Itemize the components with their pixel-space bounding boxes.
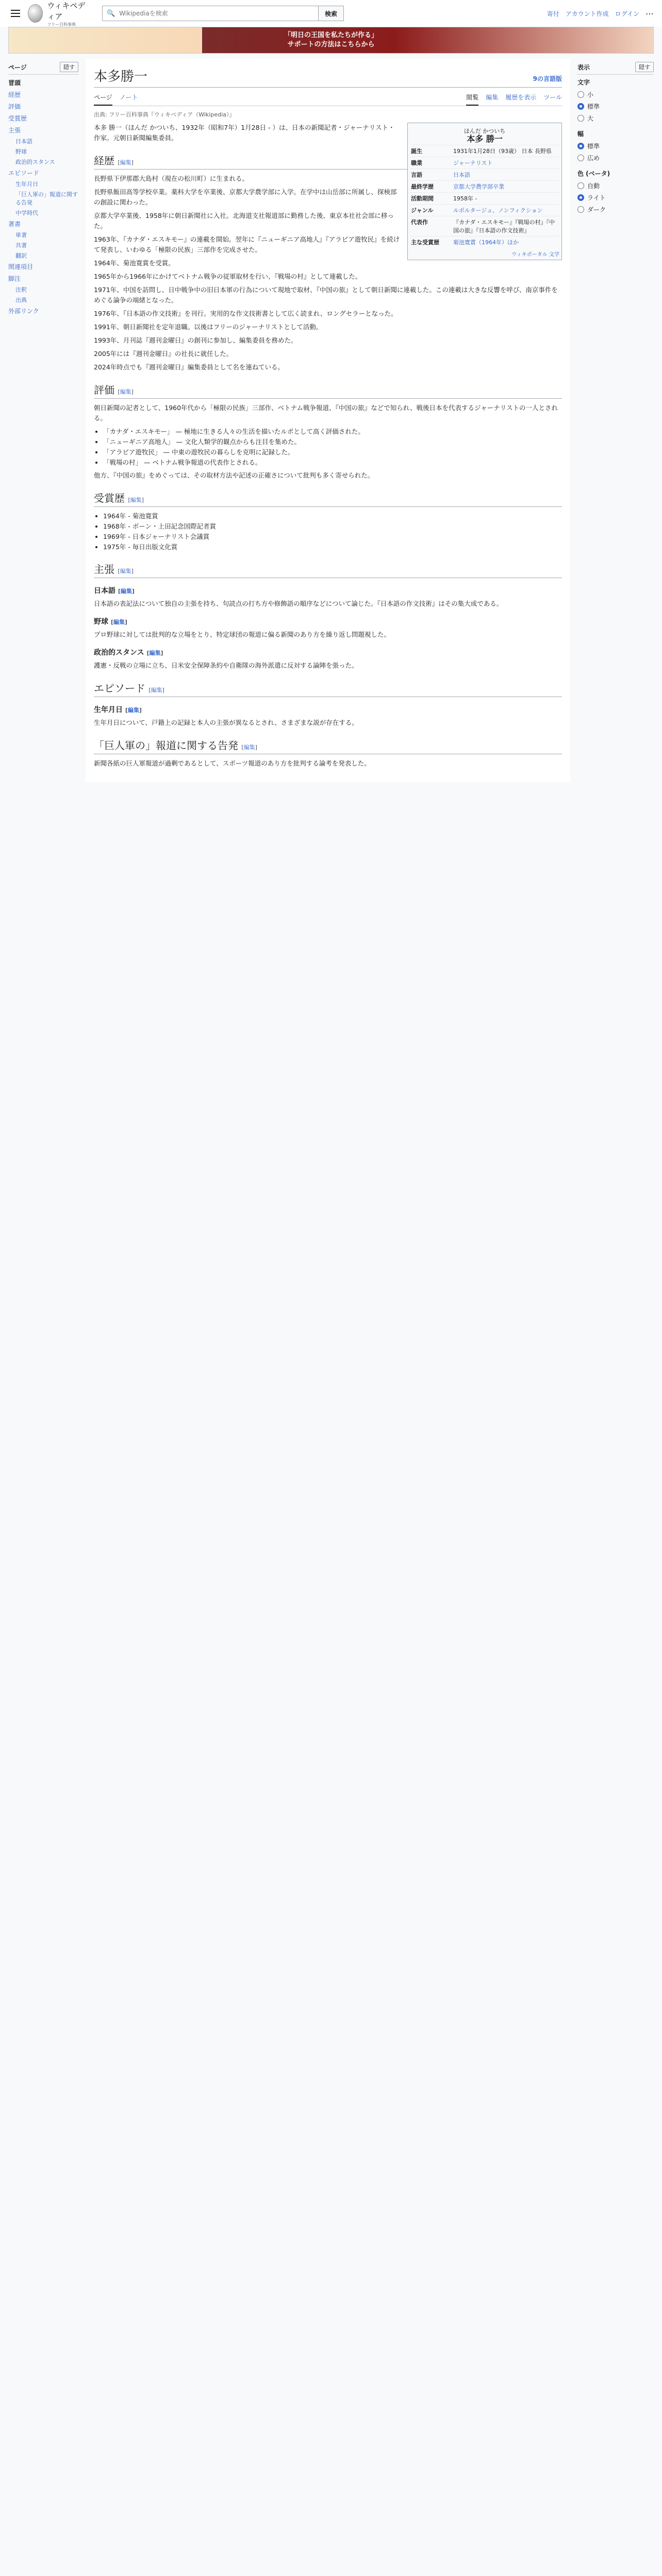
list-item: • 1968年 - ボーン・上田記念国際記者賞 <box>103 521 562 531</box>
subsection-birthdate: 生年月日 [編集] <box>94 706 142 714</box>
list-item: • 「カナダ・エスキモー」 — 極地に生きる人々の生活を描いたルポとして高く評価された。 <box>103 427 562 436</box>
search-button[interactable]: 検索 <box>319 6 344 21</box>
top-header <box>0 0 662 27</box>
intro-paragraph: 本多 勝一（ほんだ かついち、1932年（昭和7年）1月28日 - ）は、日本の新聞記者・ジャーナリスト・作家。元朝日新聞編集委員。 <box>94 124 395 142</box>
list-item: • 「戦場の村」 — ベトナム戦争報道の代表作とされる。 <box>103 457 562 467</box>
section-evaluation: 評価 [編集] <box>94 382 562 399</box>
toc-sub-co-author[interactable]: 共著 <box>15 242 27 249</box>
infobox-row: 誕生 1931年1月28日（93歳） 日本 長野県 <box>410 145 559 157</box>
width-label: 幅 <box>577 130 584 138</box>
career-para: 1971年、中国を訪問し、日中戦争中の旧日本軍の行為について現地で取材、『中国の旅』として朝日新聞に連載した。この連載は大きな反響を呼び、南京事件をめぐる論争の端緒となった。 <box>94 286 558 304</box>
width-standard[interactable]: 標準 <box>577 140 654 152</box>
toc-sub-birthdate[interactable]: 生年月日 <box>15 181 38 188</box>
edit-link[interactable]: 編集 <box>151 687 162 693</box>
baseball-para: プロ野球に対しては批判的な立場をとり、特定球団の報道に偏る新聞のあり方を繰り返し問題視した。 <box>94 631 391 638</box>
color-light[interactable]: ライト <box>577 192 654 204</box>
search-icon: 🔍 <box>107 9 115 18</box>
evaluation-para: 他方、『中国の旅』をめぐっては、その取材方法や記述の正確さについて批判も多く寄せられた。 <box>94 471 374 479</box>
giants-para: 新聞各紙の巨人軍報道が過剰であるとして、スポーツ報道のあり方を批判する論考を発表した。 <box>94 759 371 767</box>
appearance-hide-button[interactable]: 隠す <box>635 62 654 72</box>
evaluation-para: 朝日新聞の記者として、1960年代から「極限の民族」三部作、ベトナム戦争報道、『中国の旅』などで知られ、戦後日本を代表するジャーナリストの一人とされる。 <box>94 404 558 422</box>
infobox-row: 最終学歴 京都大学農学部卒業 <box>410 180 559 192</box>
text-size-standard[interactable]: 標準 <box>577 100 654 112</box>
infobox-portal-link[interactable]: ウィキポータル 文学 <box>511 252 559 258</box>
section-claims: 主張 [編集] <box>94 561 562 578</box>
banner-line-1: 「明日の王国を私たちが作る」 <box>284 31 378 39</box>
tab-history[interactable]: 履歴を表示 <box>505 94 537 101</box>
career-para: 長野県飯田高等学校卒業。薬科大学を卒業後、京都大学農学部に入学。在学中は山岳部に所属し、探検部の創設に関わった。 <box>94 188 397 206</box>
banner-line-2: サポートの方法はこちらから <box>287 41 375 48</box>
career-para: 1963年、『カナダ・エスキモー』の連載を開始。翌年に『ニューギニア高地人』『アラビア遊牧民』を続けて発表し、いわゆる「極限の民族」三部作を完成させた。 <box>94 235 400 253</box>
politics-para: 護憲・反戦の立場に立ち、日米安全保障条約や自衛隊の海外派遣に反対する論陣を張った。 <box>94 662 358 669</box>
toc-item-notes[interactable]: 脚注 <box>8 275 21 282</box>
text-size-small[interactable]: 小 <box>577 89 654 100</box>
infobox-row: 言語 日本語 <box>410 168 559 180</box>
list-item: • 1975年 - 毎日出版文化賞 <box>103 542 562 552</box>
color-dark[interactable]: ダーク <box>577 204 654 215</box>
edit-link[interactable]: 編集 <box>149 650 161 656</box>
login-link[interactable]: ログイン <box>615 10 639 18</box>
toc-sub-japanese[interactable]: 日本語 <box>15 138 32 145</box>
page-tabs <box>94 90 562 106</box>
birthdate-para: 生年月日について、戸籍上の記録と本人の主張が異なるとされ、さまざまな説が存在する。 <box>94 719 358 726</box>
infobox <box>407 123 562 260</box>
wikipedia-logo[interactable] <box>28 0 90 27</box>
page-title: 本多勝一 <box>94 69 148 84</box>
section-career: 経歴 [編集] <box>94 152 562 170</box>
toc-sub-annotations[interactable]: 注釈 <box>15 286 27 293</box>
edit-link[interactable]: 編集 <box>113 619 125 625</box>
toc-item-episodes[interactable]: エピソード <box>8 170 40 177</box>
section-awards: 受賞歴 [編集] <box>94 490 562 507</box>
more-options-icon[interactable]: ⋯ <box>646 8 654 19</box>
list-item: • 「アラビア遊牧民」 — 中東の遊牧民の暮らしを克明に記録した。 <box>103 447 562 457</box>
toc-sub-middle-school[interactable]: 中学時代 <box>15 210 38 216</box>
article-main <box>86 59 570 782</box>
infobox-row: 職業 ジャーナリスト <box>410 157 559 168</box>
toc-sub-giants[interactable]: 「巨人軍の」報道に関する告発 <box>15 191 78 206</box>
career-para: 1991年、朝日新聞社を定年退職。以後はフリーのジャーナリストとして活動。 <box>94 323 323 331</box>
toc-title: ページ <box>8 63 27 71</box>
toc-item-claims[interactable]: 主張 <box>8 127 21 134</box>
text-size-large[interactable]: 大 <box>577 112 654 124</box>
donate-link[interactable]: 寄付 <box>547 10 559 18</box>
japanese-para: 日本語の表記法について独自の主張を持ち、句読点の打ち方や修飾語の順序などについて論じた。『日本語の作文技術』はその集大成である。 <box>94 600 503 607</box>
subsection-politics: 政治的スタンス [編集] <box>94 649 163 657</box>
toc-sub-politics[interactable]: 政治的スタンス <box>15 159 55 165</box>
toc-sub-baseball[interactable]: 野球 <box>15 148 27 155</box>
section-giants: 「巨人軍の」報道に関する告発 [編集] <box>94 737 562 754</box>
toc-item-top[interactable]: 冒頭 <box>8 79 21 87</box>
list-item: • 1969年 - 日本ジャーナリスト会議賞 <box>103 532 562 541</box>
edit-link[interactable]: 編集 <box>120 568 131 574</box>
logo-subtitle: フリー百科事典 <box>47 22 76 27</box>
subsection-japanese: 日本語 [編集] <box>94 587 135 595</box>
text-size-label: 文字 <box>577 79 590 86</box>
toc-item-awards[interactable]: 受賞歴 <box>8 115 27 122</box>
toc-item-career[interactable]: 経歴 <box>8 91 21 98</box>
edit-link[interactable]: 編集 <box>120 388 131 395</box>
toc-item-related[interactable]: 関連項目 <box>8 263 34 270</box>
tab-read[interactable]: 閲覧 <box>466 90 478 106</box>
logo-title: ウィキペディア <box>47 1 86 21</box>
edit-link[interactable]: 編集 <box>120 588 132 595</box>
globe-icon <box>28 4 43 23</box>
awards-list <box>103 511 562 552</box>
career-para: 長野県下伊那郡大島村（現在の松川町）に生まれる。 <box>94 175 249 182</box>
main-menu-button[interactable] <box>8 6 23 21</box>
career-para: 2024年時点でも『週刊金曜日』編集委員として名を連ねている。 <box>94 363 285 371</box>
edit-link[interactable]: 編集 <box>120 159 131 166</box>
career-para: 京都大学卒業後、1958年に朝日新聞社に入社。北海道支社報道部に勤務した後、東京本社社会部に移った。 <box>94 212 394 230</box>
edit-link[interactable]: 編集 <box>130 497 142 503</box>
toc-sub-sources[interactable]: 出典 <box>15 297 27 303</box>
appearance-panel <box>577 59 654 782</box>
tab-tools[interactable]: ツール <box>543 94 562 101</box>
infobox-row: 代表作 『カナダ・エスキモー』『戦場の村』『中国の旅』『日本語の作文技術』 <box>410 216 559 236</box>
section-episodes: エピソード [編集] <box>94 680 562 697</box>
list-item: • 「ニューギニア高地人」 — 文化人類学的観点からも注目を集めた。 <box>103 437 562 447</box>
career-para: 1976年、『日本語の作文技術』を刊行。実用的な作文技術書として広く読まれ、ロングセラーとなった。 <box>94 310 398 317</box>
infobox-row: 主な受賞歴 菊池寛賞（1964年）ほか <box>410 236 559 248</box>
toc-item-works[interactable]: 著書 <box>8 221 21 228</box>
career-para: 1993年、月刊誌『週刊金曜日』の創刊に参加し、編集委員を務めた。 <box>94 336 297 344</box>
infobox-row: 活動期間 1958年 - <box>410 192 559 204</box>
edit-link[interactable]: 編集 <box>243 744 255 751</box>
personal-tools <box>547 9 654 19</box>
list-item: • 1964年 - 菊池寛賞 <box>103 511 562 521</box>
toc-hide-button[interactable]: 隠す <box>60 62 78 72</box>
infobox-name: 本多 勝一 <box>467 134 503 144</box>
toc-sidebar <box>8 59 78 782</box>
career-para: 2005年には『週刊金曜日』の社長に就任した。 <box>94 350 233 358</box>
career-para: 1965年から1966年にかけてベトナム戦争の従軍取材を行い、『戦場の村』として連載した。 <box>94 273 362 280</box>
toc-item-external[interactable]: 外部リンク <box>8 308 39 315</box>
search-box <box>102 6 319 21</box>
color-label: 色 (ベータ) <box>577 170 610 177</box>
donation-banner[interactable] <box>8 27 654 54</box>
search-form <box>102 6 344 21</box>
appearance-title: 表示 <box>577 63 590 71</box>
career-para: 1964年、菊池寛賞を受賞。 <box>94 259 175 267</box>
search-input[interactable] <box>118 9 314 18</box>
language-button[interactable]: 9の言語版 <box>533 75 562 82</box>
subsection-baseball: 野球 [編集] <box>94 618 127 626</box>
create-account-link[interactable]: アカウント作成 <box>565 10 609 18</box>
infobox-kana: ほんだ かついち <box>464 128 506 134</box>
edit-link[interactable]: 編集 <box>127 707 139 714</box>
color-auto[interactable]: 自動 <box>577 180 654 192</box>
tab-edit[interactable]: 編集 <box>486 94 499 101</box>
tab-page[interactable]: ページ <box>94 90 112 106</box>
toc-sub-translation[interactable]: 翻訳 <box>15 252 27 259</box>
evaluation-list <box>103 427 562 467</box>
page-source-note: 出典: フリー百科事典『ウィキペディア（Wikipedia）』 <box>94 111 235 118</box>
tab-talk[interactable]: ノート <box>119 94 138 101</box>
toc-item-evaluation[interactable]: 評価 <box>8 103 21 110</box>
toc-sub-single-author[interactable]: 単著 <box>15 232 27 239</box>
infobox-row: ジャンル ルポルタージュ、ノンフィクション <box>410 204 559 216</box>
width-wide[interactable]: 広め <box>577 152 654 164</box>
